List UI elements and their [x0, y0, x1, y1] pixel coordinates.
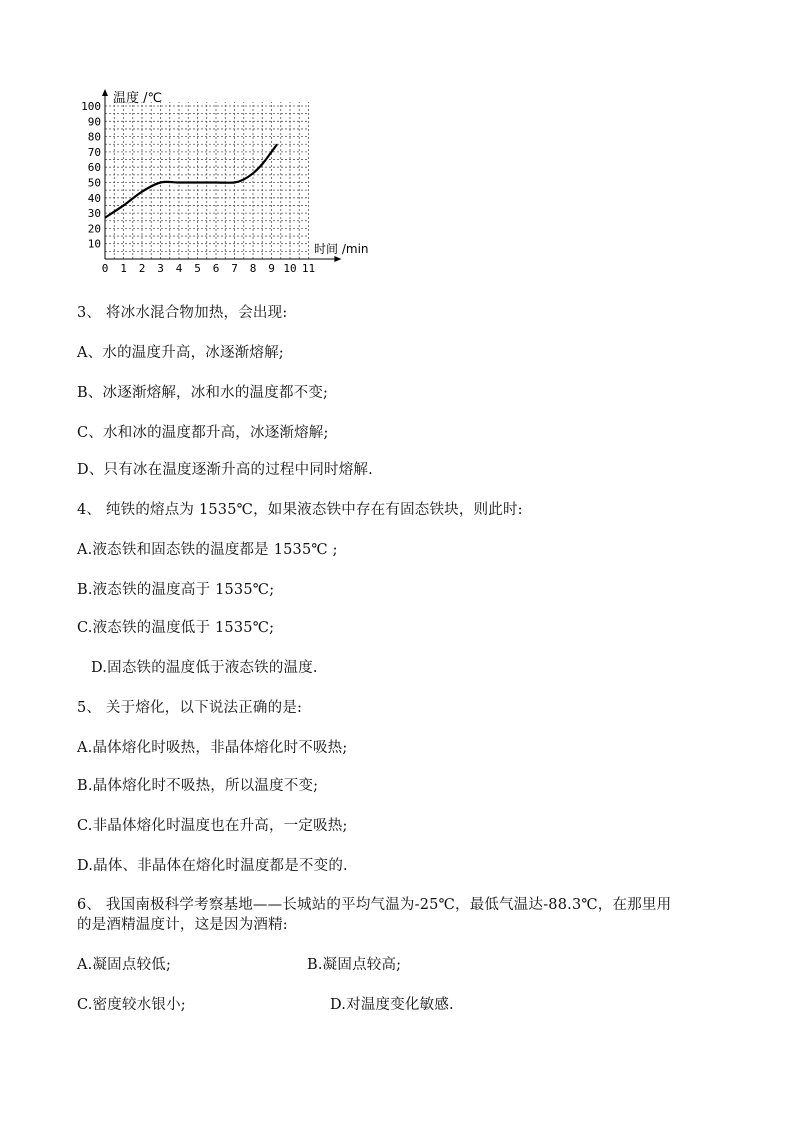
q3-option-a: A、水的温度升高，冰逐渐熔解;	[77, 345, 284, 361]
x-tick-label: 10	[283, 262, 297, 275]
q3-option-b: B、冰逐渐熔解，冰和水的温度都不变;	[77, 385, 329, 401]
x-tick-label: 9	[268, 262, 275, 275]
q4-option-b: B.液态铁的温度高于 1535℃;	[77, 582, 275, 598]
q5-option-d: D.晶体、非晶体在熔化时温度都是不变的.	[77, 858, 348, 874]
y-tick-label: 10	[87, 237, 101, 251]
q5-option-a: A.晶体熔化时吸热，非晶体熔化时不吸热;	[77, 740, 348, 756]
y-tick-label: 100	[81, 100, 101, 113]
q3-stem: 3、 将冰水混合物加热，会出现:	[77, 305, 288, 321]
y-tick-label: 70	[87, 145, 101, 159]
q5-option-c: C.非晶体熔化时温度也在升高，一定吸热;	[77, 818, 348, 834]
q6-option-d: D.对温度变化敏感.	[330, 997, 454, 1013]
x-tick-label: 8	[249, 262, 257, 275]
q4-stem: 4、 纯铁的熔点为 1535℃，如果液态铁中存在有固态铁块，则此时:	[77, 502, 523, 518]
y-tick-label: 90	[87, 115, 101, 129]
x-tick-label: 5	[194, 262, 201, 275]
x-tick-label: 3	[157, 262, 164, 275]
x-tick-label: 2	[138, 262, 146, 275]
x-tick-label: 1	[120, 262, 127, 275]
q4-option-a: A.液态铁和固态铁的温度都是 1535℃ ;	[77, 542, 338, 558]
y-tick-label: 80	[87, 130, 101, 144]
q4-option-d: D.固态铁的温度低于液态铁的温度.	[91, 660, 318, 676]
q5-option-b: B.晶体熔化时不吸热，所以温度不变;	[77, 778, 319, 794]
q3-option-c: C、水和冰的温度都升高，冰逐渐熔解;	[77, 425, 329, 441]
q6-option-b: B.凝固点较高;	[307, 957, 402, 973]
x-axis-arrow	[334, 256, 341, 262]
x-tick-label: 6	[212, 262, 220, 275]
y-tick-label: 40	[87, 191, 101, 205]
x-tick-label: 4	[175, 262, 183, 275]
temperature-curve	[105, 144, 277, 217]
q6-option-c: C.密度较水银小;	[77, 997, 186, 1013]
x-axis-label: 时间 /min	[314, 242, 369, 256]
y-axis-arrow	[102, 89, 108, 96]
y-tick-label: 50	[87, 176, 101, 190]
q5-stem: 5、 关于熔化，以下说法正确的是:	[77, 700, 303, 716]
y-tick-label: 60	[87, 161, 101, 175]
y-tick-label: 20	[87, 222, 101, 236]
q4-option-c: C.液态铁的温度低于 1535℃;	[77, 620, 275, 636]
q3-option-d: D、只有冰在温度逐渐升高的过程中同时熔解.	[77, 462, 373, 478]
chart-svg	[70, 82, 410, 282]
x-tick-label: 11	[301, 262, 316, 275]
y-tick-label: 30	[87, 207, 101, 221]
q6-stem-line1: 6、 我国南极科学考察基地——长城站的平均气温为-25℃，最低气温达-88.3℃，在那里用	[77, 897, 672, 913]
q6-stem-line2: 的是酒精温度计，这是因为酒精:	[77, 917, 288, 933]
x-tick-label: 0	[101, 262, 109, 275]
q6-option-a: A.凝固点较低;	[77, 957, 172, 973]
temperature-time-chart	[70, 82, 410, 282]
y-axis-label: 温度 /℃	[113, 91, 163, 106]
x-tick-label: 7	[231, 262, 238, 275]
